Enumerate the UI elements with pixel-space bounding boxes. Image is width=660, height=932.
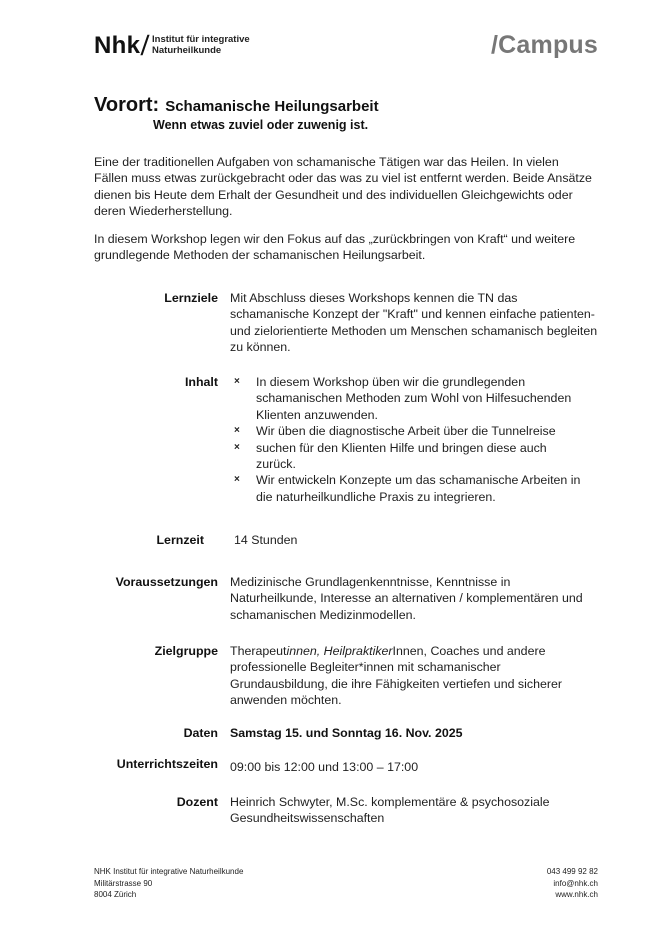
label-inhalt: Inhalt: [184, 375, 218, 389]
bullet-x-icon: ×: [234, 474, 240, 486]
value-daten: Samstag 15. und Sonntag 16. Nov. 2025: [230, 726, 463, 740]
label-zielgruppe: Zielgruppe: [154, 644, 218, 658]
campus-logo: /Campus: [491, 31, 598, 59]
footer-contact: [547, 866, 598, 901]
row-lernziele: [94, 290, 604, 356]
list-item: × suchen für den Klienten Hilfe und bringen diese auch zurück.: [234, 440, 547, 472]
row-voraussetzungen: [94, 574, 604, 623]
footer-city: 8004 Zürich: [94, 890, 137, 899]
label-unterrichtszeiten: Unterrichtszeiten: [116, 757, 218, 771]
nhk-logo: [94, 32, 250, 60]
page-subtitle: Wenn etwas zuviel oder zuwenig ist.: [153, 118, 369, 132]
footer-website-link[interactable]: www.nhk.ch: [555, 890, 598, 899]
page-header: [94, 28, 600, 68]
row-dozent: [94, 794, 604, 827]
logo-subtitle: [152, 34, 250, 56]
label-voraussetzungen: Voraussetzungen: [115, 575, 218, 589]
logo-sub-line2: Naturheilkunde: [152, 45, 222, 56]
row-unterrichtszeiten: [94, 756, 604, 775]
value-zielgruppe: Therapeutinnen, HeilpraktikerInnen, Coaches und andere professionelle Begleiter*innen mit schamanischer Grundausbildung, die ihre Fähigkeiten vertiefen und sicherer anwenden möchten.: [230, 644, 562, 708]
value-dozent: Heinrich Schwyter, M.Sc. komplementäre & psychosoziale Gesundheitswissenschaften: [230, 795, 550, 826]
title-prefix: Vorort:: [94, 94, 160, 116]
value-lernziele: Mit Abschluss dieses Workshops kennen die TN das schamanische Konzept der "Kraft" und kennen einfache patienten- und zielorientierte Methoden um Menschen schamanisch begleiten zu können.: [230, 291, 598, 355]
row-lernzeit: [94, 532, 604, 548]
footer-street: Militärstrasse 90: [94, 878, 153, 888]
page-title: Schamanische Heilungsarbeit: [165, 98, 379, 115]
intro-paragraph-1: Eine der traditionellen Aufgaben von schamanische Tätigen war das Heilen. In vielen Fällen muss etwas zurückgebracht oder das was zu viel ist entfernt werden. Beide Ansätze dienen bis Heute dem Erhalt der Gesundheit und des individuellen Gleichgewichts oder deren Wiederherstellung.: [94, 155, 592, 219]
bullet-x-icon: ×: [234, 441, 240, 453]
footer-email-link[interactable]: info@nhk.ch: [553, 878, 598, 888]
list-item: × In diesem Workshop üben wir die grundlegenden schamanischen Methoden zum Wohl von Hilfesuchenden Klienten anzuwenden.: [234, 375, 572, 422]
footer-address: [94, 866, 243, 901]
value-lernzeit: 14 Stunden: [234, 533, 298, 547]
value-voraussetzungen: Medizinische Grundlagenkenntnisse, Kenntnisse in Naturheilkunde, Interesse an alternativen / komplementären und schamanischen Medizinmodellen.: [230, 575, 583, 622]
list-item: × Wir entwickeln Konzepte um das schamanische Arbeiten in die naturheilkundliche Praxis zu integrieren.: [234, 473, 581, 504]
value-unterrichtszeiten: 09:00 bis 12:00 und 13:00 – 17:00: [230, 760, 419, 774]
logo-slash: /: [140, 30, 151, 61]
row-inhalt: [94, 374, 604, 505]
row-zielgruppe: [94, 643, 604, 709]
bullet-x-icon: ×: [234, 376, 240, 387]
footer-phone[interactable]: 043 499 92 82: [546, 867, 598, 876]
label-daten: Daten: [183, 726, 218, 740]
title-block: [94, 94, 379, 132]
bullet-x-icon: ×: [234, 425, 240, 437]
logo-sub-line1: Institut für integrative: [152, 34, 250, 45]
intro-paragraph-2: In diesem Workshop legen wir den Fokus auf das „zurückbringen von Kraft“ und weitere grundlegende Methoden der schamanischen Heilungsarbeit.: [94, 232, 576, 263]
footer-org: NHK Institut für integrative Naturheilkunde: [94, 867, 244, 876]
inhalt-list: [230, 374, 590, 505]
label-lernziele: Lernziele: [164, 291, 218, 305]
label-lernzeit: Lernzeit: [156, 533, 204, 547]
label-dozent: Dozent: [176, 795, 218, 809]
logo-nhk-text: Nhk: [94, 32, 141, 59]
list-item: × Wir üben die diagnostische Arbeit über die Tunnelreise: [234, 424, 556, 439]
row-daten: [94, 725, 604, 741]
